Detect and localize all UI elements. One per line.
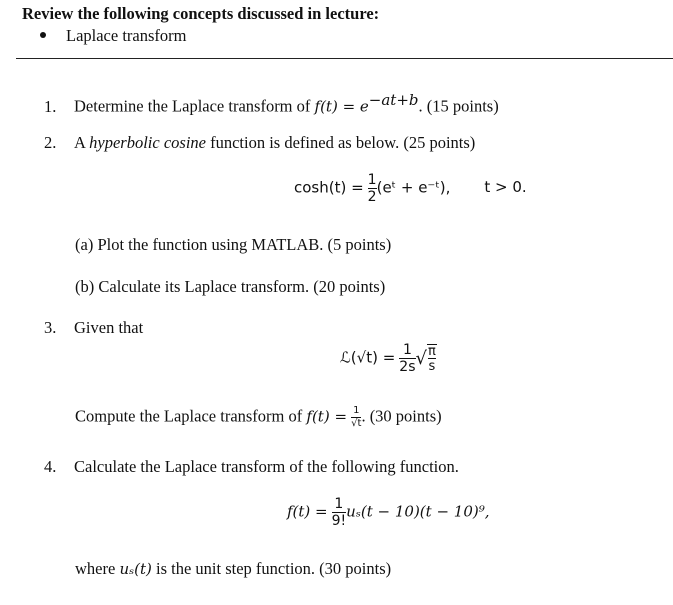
problem-3 [44,318,143,338]
problem-2-number: 2. [44,133,57,152]
radical-sign: √ [415,348,427,370]
problem-1-formula: f(t) = e [314,97,369,116]
step-lhs: f(t) = [287,502,328,521]
problem-2-text-a: A [74,133,90,152]
divider [16,58,673,59]
radicand-num: π [427,343,436,359]
bullet-dot [40,32,46,38]
laplace-sqrt-lhs: ℒ(√t) = [340,348,396,367]
laplace-sqrt-equation [340,343,437,374]
laplace-sqrt-radicand [427,344,437,374]
cosh-equation [294,173,527,204]
problem-4 [44,457,459,477]
cosh-frac-den: 2 [367,188,377,205]
cosh-lhs: cosh(t) = [294,178,364,197]
step-frac-num: 1 [334,496,344,512]
bullet-text: Laplace transform [66,26,187,45]
problem-2-part-b: (b) Calculate its Laplace transform. (20 points) [75,277,386,296]
cosh-condition: t > 0. [484,178,527,197]
cosh-rhs: (eᵗ + e⁻ᵗ), [376,178,451,197]
where-formula: uₛ(t) [119,560,152,578]
laplace-sqrt-fraction [399,343,415,374]
problem-2-italic: hyperbolic cosine [89,133,206,152]
problem-2-part-a: (a) Plot the function using MATLAB. (5 points) [75,235,392,254]
page-heading: Review the following concepts discussed in lecture: [22,4,380,23]
radicand-den: s [428,359,436,375]
problem-1 [44,91,499,117]
problem-1-exponent: −at+b [368,91,419,109]
problem-1-number: 1. [44,96,57,116]
problem-4-text: Calculate the Laplace transform of the following function. [74,457,459,476]
where-desc: is the unit step function. (30 points) [151,559,392,578]
problem-1-points: . (15 points) [418,96,499,116]
compute-formula: f(t) = [306,407,348,426]
laplace-frac-den: 2s [399,358,416,375]
compute-frac-num: 1 [353,405,360,416]
step-rhs: uₛ(t − 10)(t − 10)⁹, [346,502,490,521]
cosh-fraction [368,173,377,204]
problem-1-text: Determine the Laplace transform of [74,96,315,116]
step-equation [287,497,490,528]
problem-2-text-b: function is defined as below. (25 points) [205,133,476,152]
problem-4-where [75,559,391,579]
where-text: where [75,559,120,578]
problem-3-compute [75,406,442,429]
step-fraction [332,497,347,528]
problem-3-text: Given that [74,318,144,337]
compute-text: Compute the Laplace transform of [75,406,307,426]
bullet-item [40,26,186,46]
problem-4-number: 4. [44,457,57,476]
problem-3-number: 3. [44,318,57,337]
step-frac-den: 9! [331,512,347,529]
problem-2 [44,133,475,153]
laplace-frac-num: 1 [402,342,412,358]
cosh-frac-num: 1 [367,172,377,188]
compute-fraction [351,406,361,429]
compute-points: . (30 points) [361,406,442,426]
compute-frac-den: √t [351,417,362,429]
